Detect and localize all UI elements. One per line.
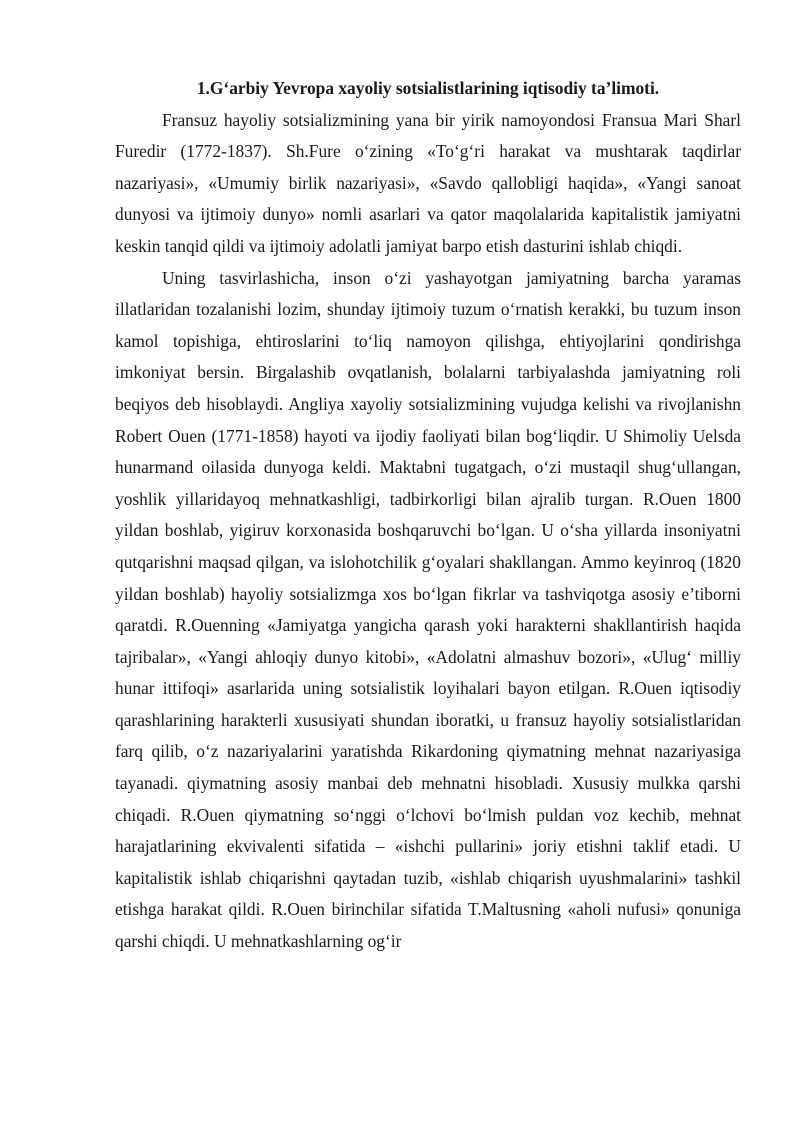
document-body <box>115 73 741 958</box>
section-title: 1.G‘arbiy Yevropa xayoliy sotsialistlarining iqtisodiy ta’limoti. <box>196 78 660 98</box>
paragraph-1: Fransuz hayoliy sotsializmining yana bir yirik namoyondosi Fransua Mari Sharl Furedir (1772-1837). Sh.Fure o‘zining «To‘g‘ri harakat va mushtarak taqdirlar nazariyasi», «Umumiy birlik nazariyasi», «Savdo qallobligi haqida», «Yangi sanoat dunyosi va ijtimoiy dunyo» nomli asarlari va qator maqolalarida kapitalistik jamiyatni keskin tanqid qildi va ijtimoiy adolatli jamiyat barpo etish dasturini ishlab chiqdi. <box>115 109 741 256</box>
paragraph-2: Uning tasvirlashicha, inson o‘zi yashayotgan jamiyatning barcha yaramas illatlaridan tozalanishi lozim, shunday ijtimoiy tuzum o‘rnatish kerakki, bu tuzum inson kamol topishiga, ehtiroslarini to‘liq namoyon qilishga, ehtiyojlarini qondirishga imkoniyat bersin. Birgalashib ovqatlanish, bolalarni tarbiyalashda jamiyatning roli beqiyos deb hisoblaydi. Angliya xayoliy sotsializmining vujudga kelishi va rivojlanishn Robert Ouen (1771-1858) hayoti va ijodiy faoliyati bilan bog‘liqdir. U Shimoliy Uelsda hunarmand oilasida dunyoga keldi. Maktabni tugatgach, o‘zi mustaqil shug‘ullangan, yoshlik yillaridayoq mehnatkashligi, tadbirkorligi bilan ajralib turgan. R.Ouen 1800 yildan boshlab, yigiruv korxonasida boshqaruvchi bo‘lgan. U o‘sha yillarda insoniyatni qutqarishni maqsad qilgan, va islohotchilik g‘oyalari shakllangan. Ammo keyinroq (1820 yildan boshlab) hayoliy sotsializmga xos bo‘lgan fikrlar va tashviqotga asosiy e’tiborni qaratdi. R.Ouenning «Jamiyatga yangicha qarash yoki harakterni shakllantirish haqida tajribalar», «Yangi ahloqiy dunyo kitobi», «Adolatni almashuv bozori», «Ulug‘ milliy hunar ittifoqi» asarlarida uning sotsialistik loyihalari bayon etilgan. R.Ouen iqtisodiy qarashlarining harakterli xususiyati shundan iboratki, u fransuz hayoliy sotsialistlaridan farq qilib, o‘z nazariyalarini yaratishda Rikardoning qiymatning mehnat nazariyasiga tayanadi. qiymatning asosiy manbai deb mehnatni hisobladi. Xususiy mulkka qarshi chiqadi. R.Ouen qiymatning so‘nggi o‘lchovi bo‘lmish puldan voz kechib, mehnat harajatlarining ekvivalenti sifatida – «ishchi pullarini» joriy etishni taklif etadi. U kapitalistik ishlab chiqarishni qaytadan tuzib, «ishlab chiqarish uyushmalarini» tashkil etishga harakat qildi. R.Ouen birinchilar sifatida T.Maltusning «aholi nufusi» qonuniga qarshi chiqdi. U mehnatkashlarning og‘ir <box>115 267 741 952</box>
